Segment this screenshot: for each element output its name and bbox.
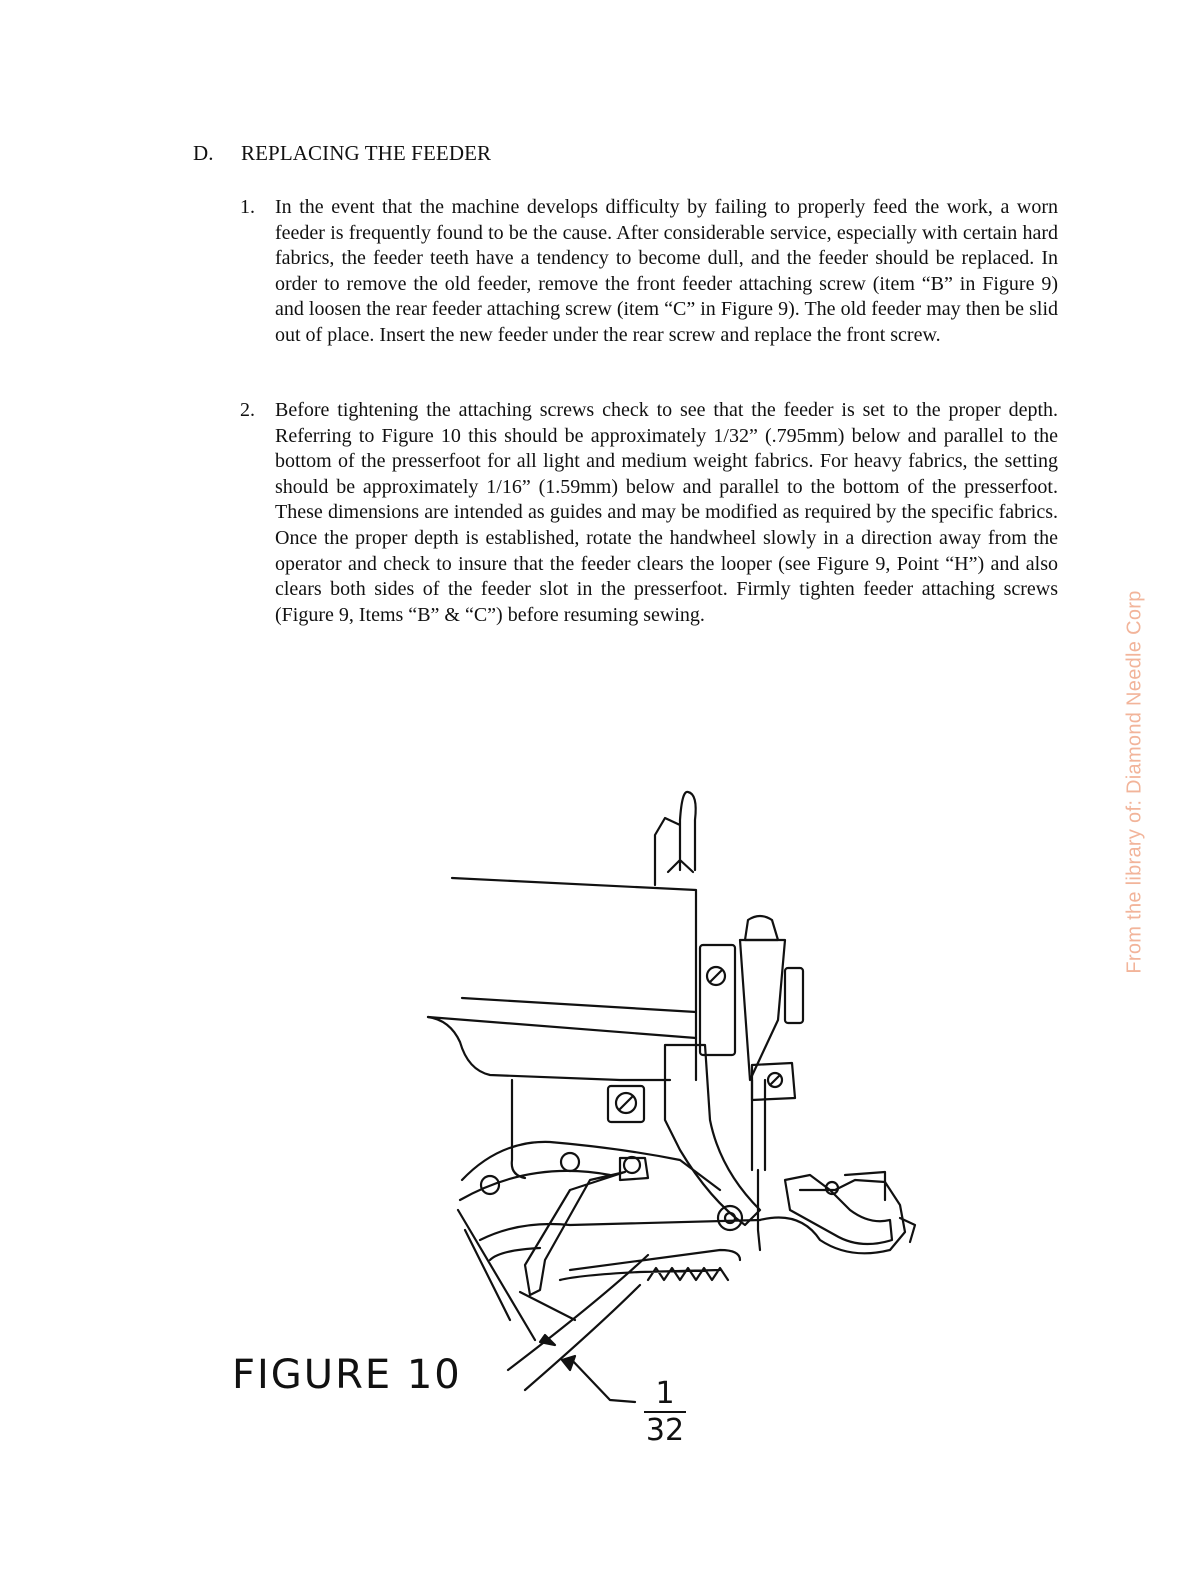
needle-bar (745, 916, 778, 940)
arrow-lower (562, 1356, 575, 1370)
feeder-diagram (380, 780, 950, 1450)
library-watermark: From the library of: Diamond Needle Corp (1123, 590, 1146, 974)
leader-line (570, 1358, 635, 1402)
step-text: Before tightening the attaching screws check to see that the feeder is set to the proper depth. Referring to Figure 10 this should be approximately 1/32” (.795mm) below and parallel to the bottom of the presserfoot for all light and medium weight fabrics. For heavy fabrics, the setting should be approximately 1/16” (1.59mm) below and parallel to the bottom of the presserfoot. These dimensions are intended as guides and may be modified as required by the specific fabrics. Once the proper depth is established, rotate the handwheel slowly in a direction away from the operator and check to insure that the feeder clears the looper (see Figure 9, Point “H”) and also clears both sides of the feeder slot in the presserfoot. Firmly tighten feeder attaching screws (Figure 9, Items “B” & “C”) before resuming sewing. (275, 399, 1058, 626)
fraction-denominator: 32 (645, 1413, 685, 1448)
section-heading (193, 141, 491, 166)
base-edge (458, 1210, 535, 1340)
section-title: REPLACING THE FEEDER (241, 141, 492, 165)
hole-icon (561, 1153, 579, 1171)
housing-body (512, 1080, 525, 1178)
figure-label: FIGURE 10 (232, 1352, 462, 1398)
arm-line-2 (462, 998, 696, 1012)
machine-arm (452, 878, 696, 1080)
thread-guide (655, 792, 696, 885)
step-text: In the event that the machine develops difficulty by failing to properly feed the work, a worn feeder is frequently found to be the cause. After considerable service, especially with certain hard fabrics, the feeder teeth have a tendency to become dull, and the feeder should be replaced. In order to remove the old feeder, remove the front feeder attaching screw (item “B” in Figure 9) and loosen the rear feeder attaching screw (item “C” in Figure 9). The old feeder may then be slid out of place. Insert the new feeder under the rear screw and replace the front screw. (275, 196, 1058, 346)
section-letter: D. (193, 141, 214, 165)
step-1 (240, 195, 1058, 349)
presser-lever (665, 1045, 760, 1225)
step-number: 2. (240, 399, 255, 421)
lever-pivot (718, 1206, 742, 1230)
needle-bar-block (700, 945, 735, 1055)
step-2 (240, 398, 1058, 628)
dimension-fraction (640, 1378, 690, 1447)
fraction-numerator: 1 (655, 1376, 675, 1411)
step-number: 1. (240, 196, 255, 218)
feeder (560, 1268, 728, 1280)
throat-plate (480, 1180, 905, 1253)
arm-line-3 (428, 1017, 696, 1038)
